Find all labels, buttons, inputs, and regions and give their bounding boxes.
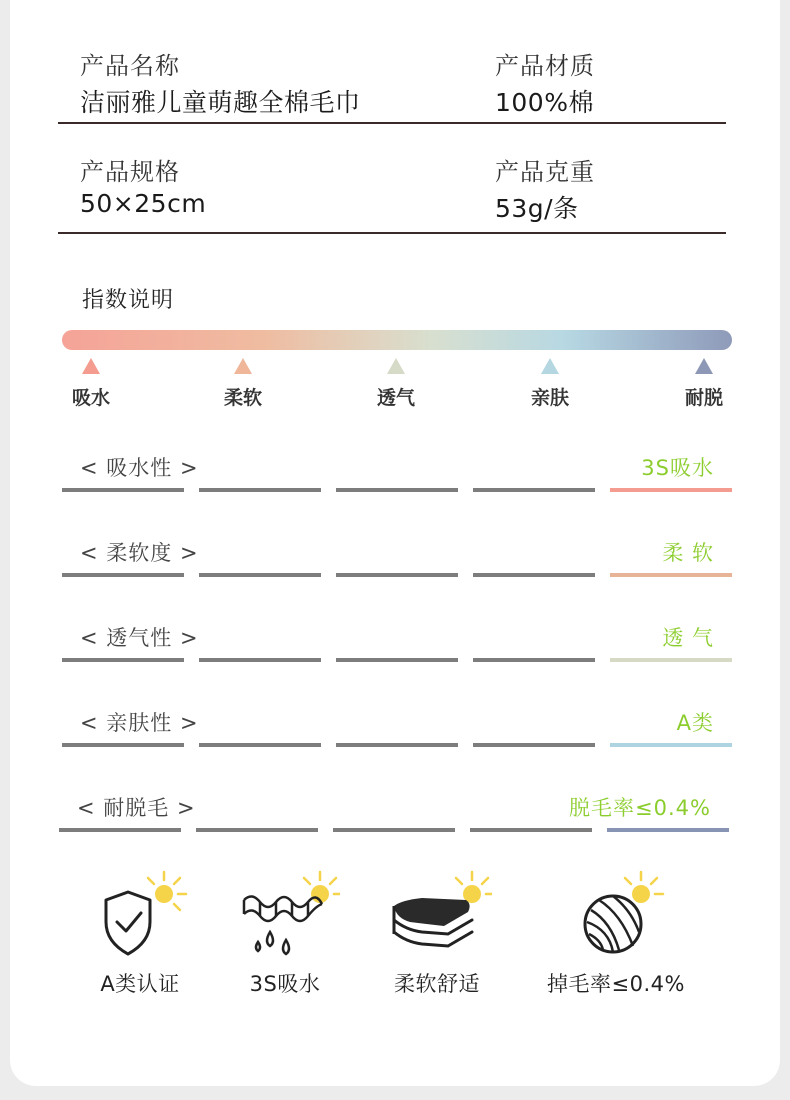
spec-label: 产品规格 [80, 158, 180, 186]
spec-weight [495, 152, 595, 225]
rating-value: 3S吸水 [641, 456, 714, 480]
rating-segment [62, 658, 184, 662]
rating-segment [199, 488, 321, 492]
rating-segment [473, 743, 595, 747]
rating-segment [62, 488, 184, 492]
rating-segment [336, 658, 458, 662]
index-title: 指数说明 [82, 288, 175, 313]
marker-skin-friendly [510, 358, 590, 410]
twisted-towel-drops-icon [230, 870, 340, 960]
rating-segment [336, 488, 458, 492]
spec-row-1 [58, 40, 726, 124]
feature-label: 3S吸水 [249, 972, 321, 996]
marker-label: 吸水 [71, 387, 110, 409]
spec-value: 53g/条 [495, 194, 579, 223]
rating-segment [196, 828, 318, 832]
triangle-marker-icon [541, 358, 559, 374]
rating-segment [470, 828, 592, 832]
rating-row-soft [62, 537, 732, 597]
marker-breathable [356, 358, 436, 410]
spec-value: 100%棉 [495, 88, 594, 117]
spec-label: 产品名称 [80, 52, 180, 80]
rating-segment [62, 743, 184, 747]
rating-label: < 亲肤性 > [80, 711, 199, 735]
spec-label: 产品材质 [495, 52, 595, 80]
rating-segment [199, 658, 321, 662]
rating-row-breathable [62, 622, 732, 682]
shield-check-icon [90, 870, 190, 960]
rating-segment [473, 488, 595, 492]
rating-segment [473, 658, 595, 662]
spec-value: 洁丽雅儿童萌趣全棉毛巾 [80, 88, 361, 117]
marker-absorb [51, 358, 131, 410]
feature-absorb [205, 870, 365, 998]
rating-value: 透 气 [662, 626, 714, 650]
rating-segment [336, 743, 458, 747]
marker-durable [664, 358, 744, 410]
rating-segment-active [607, 828, 729, 832]
rating-segment-active [610, 658, 732, 662]
rating-segment-active [610, 488, 732, 492]
rating-value: 柔 软 [662, 541, 714, 565]
rating-label: < 耐脱毛 > [77, 796, 196, 820]
rating-label: < 柔软度 > [80, 541, 199, 565]
spec-label: 产品克重 [495, 158, 595, 186]
feature-a-class [60, 870, 220, 998]
triangle-marker-icon [695, 358, 713, 374]
triangle-marker-icon [82, 358, 100, 374]
rating-segment-active [610, 573, 732, 577]
rating-value: 脱毛率≤0.4% [569, 796, 711, 820]
spec-size [80, 152, 206, 218]
rating-segment [199, 743, 321, 747]
triangle-marker-icon [234, 358, 252, 374]
rating-segment [62, 573, 184, 577]
feature-label: A类认证 [100, 972, 180, 996]
marker-label: 透气 [376, 387, 415, 409]
feature-label: 柔软舒适 [394, 972, 480, 996]
marker-soft [203, 358, 283, 410]
spec-value: 50×25cm [80, 189, 207, 218]
feature-label: 掉毛率≤0.4% [547, 972, 685, 996]
rating-row-shedding [59, 792, 729, 852]
spec-product-name [80, 46, 361, 119]
spec-row-2 [58, 146, 726, 234]
rating-row-skin [62, 707, 732, 767]
rating-segment [333, 828, 455, 832]
feature-icons [0, 870, 790, 1020]
rating-row-absorb [62, 452, 732, 512]
rating-segment-active [610, 743, 732, 747]
rating-segment [59, 828, 181, 832]
rating-value: A类 [676, 711, 714, 735]
folded-towels-icon [382, 870, 492, 960]
rating-label: < 吸水性 > [80, 456, 199, 480]
rating-segment [199, 573, 321, 577]
marker-label: 柔软 [223, 387, 262, 409]
rating-segment [473, 573, 595, 577]
triangle-marker-icon [387, 358, 405, 374]
spec-material [495, 46, 595, 119]
marker-label: 耐脱 [684, 387, 723, 409]
index-gradient-bar [62, 330, 732, 350]
yarn-ball-icon [561, 870, 671, 960]
rating-label: < 透气性 > [80, 626, 199, 650]
marker-label: 亲肤 [530, 387, 569, 409]
feature-shedding [536, 870, 696, 998]
feature-soft [357, 870, 517, 998]
rating-segment [336, 573, 458, 577]
